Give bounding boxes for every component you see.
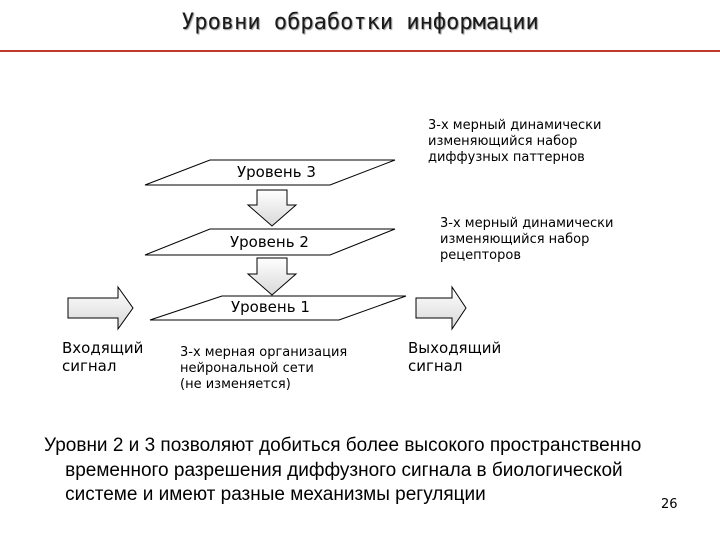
page-number: 26 [661,497,678,512]
level1-note: 3-х мерная организация нейрональной сети (не изменяется) [180,345,348,392]
level1-label: Уровень 1 [231,298,310,316]
output-signal-label: Выходящий сигнал [408,339,502,376]
level2-label: Уровень 2 [230,233,309,251]
level3-label: Уровень 3 [237,163,316,181]
input-arrow [68,287,133,329]
down-arrow-2-1 [248,258,296,295]
slide-title: Уровни обработки информации [181,10,539,35]
down-arrow-3-2 [248,190,296,226]
input-signal-label: Входящий сигнал [62,339,144,376]
level2-note: 3-х мерный динамически изменяющийся набор рецепторов [440,216,614,263]
conclusion-text: Уровни 2 и 3 позволяют добиться более высокого пространственно временного разрешения диффузного сигнала в биологической системе и имеют разные механизмы регуляции [44,435,642,506]
level3-note: 3-х мерный динамически изменяющийся набор диффузных паттернов [428,118,602,165]
output-arrow [416,287,466,329]
